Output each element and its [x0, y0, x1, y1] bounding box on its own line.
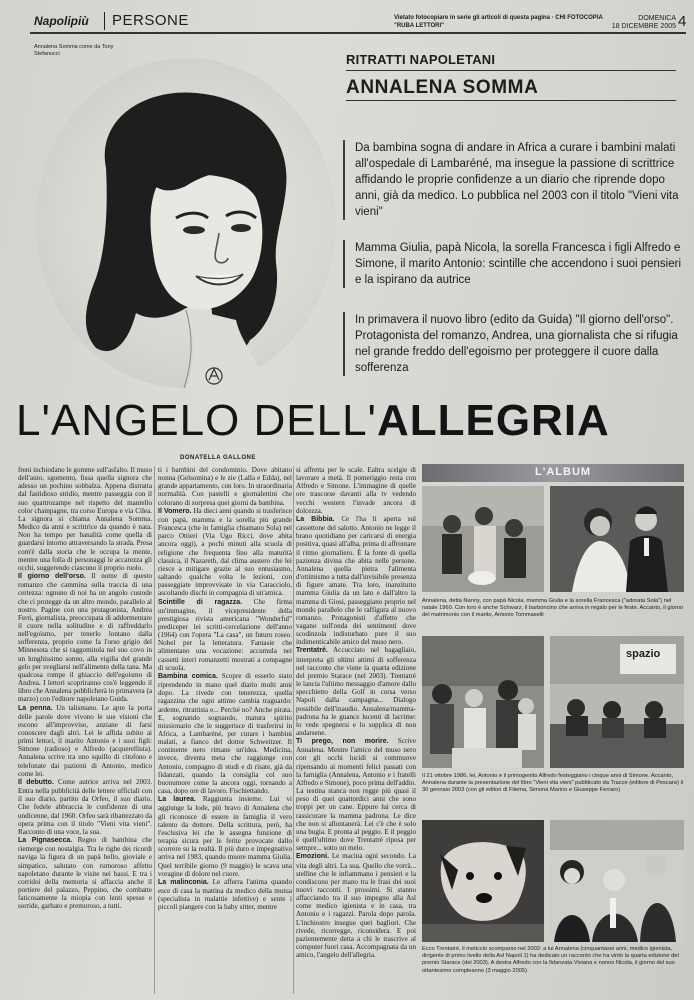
album-title: L'ALBUM — [535, 466, 592, 478]
headline-part-2: ALLEGRIA — [376, 396, 610, 445]
sign-text: spazio — [626, 648, 661, 660]
paragraph-lead: Ti prego, non morire. — [296, 738, 389, 746]
paragraph-lead: La penna. — [18, 704, 53, 712]
standfirst-1: Da bambina sogna di andare in Africa a curare i bambini malati all'ospedale di Lambaréné, ma insegue la passione di scrittrice affidando le proprie confidenze a un diario che riprende dopo anni, già da medico. Lo pubblica nel 2003 con il titolo "Vieni vita vieni" — [343, 140, 683, 220]
photo-wedding — [550, 486, 684, 592]
photo-birthday — [422, 636, 544, 768]
photo-dog-trentatre — [422, 820, 544, 942]
paragraph-lead: Scintille di ragazza. — [158, 598, 243, 606]
paragraph-lead: Bambina comica. — [158, 672, 218, 680]
photo-wedding-drawing — [550, 486, 684, 592]
paragraph — [18, 778, 152, 836]
paragraph-text: Ce l'ha li aperta sul cassettone del salotto. Antonio ne legge il brano quotidiano per caricarsi di energia positiva, quasi all'alba, prima di affrontare il ritmo giornaliero. È la fonte di quella pazienza divina che abita nelle persone. Annalena quella pietra l'alimenta d'ottimismo a tutta dall'invisibile presenza di figure amate. Tra loro, inanzitutto mamma Giulia da un lato e dall'altro la mamma di Giosi, passeggiano proprio nel mondo parallelo che le raffigura al nuovo romanzo. Protagonisti d'affetto che vagano sull'onda dei sentimenti dove scodinzola indisturbato pure il suo indimenticabile amico del muso nero. — [296, 514, 416, 647]
header-divider — [104, 12, 105, 30]
paragraph-text: freni inchiodano le gomme sull'asfalto. Il muso dell'auto, sgomento, fissa quella signora che adesso un pochino sobbalza. Appena distratta dal fastidioso stridìo, mentre passeggia con il suo quattrozampe nel rispetto del mantello color champagne, tra corso Europa e via Cilea. La signora si chiama Annalena Somma. Medico da anni e scrittrice da quando è nata. Non ha tempo per banalità come quella di guardarsi intorno attraversando la strada. Presa com'è dalla storia che le occupa la mente, mentre una folla di personaggi le accarezza gli occhi, suggerendo ciascuno il proprio ruolo. — [18, 466, 152, 572]
paragraph-text: Accucciato nel bagagliaio, interpreta gli ultimi attimi di sofferenza nel racconto che viene la quarta edizione del premio Starace (nel 2003). Trentatré le lancia l'ultimo messaggio d'amore dallo specchietto della Golf in corsa verso Napoli dalla campagna... Dialogo possibile dell'inaudio. Annalena/mamma-padrona ha le guance lucenti di lacrime: lo vede spegnersi e lo supplica di non andarsene. — [296, 646, 416, 737]
paragraph — [18, 836, 152, 910]
paragraph — [158, 507, 292, 598]
photo-family-1960 — [422, 486, 544, 592]
paragraph-text: Che firma un'immagine, il vicepresidente della prestigiosa rivista americana "Wonderful" prediceper lei scritti-cercelazione dell'anno (1964) con l'opera "La casa", un futuro roseo. Nobel per la letteratura. Fantasie che alimentano una vocazione: accumula nei cassetti interi romanzetti mostrati a compagne di scuola. — [158, 597, 292, 672]
paragraph-lead: La Pignasecca. — [18, 837, 73, 845]
page-number: 4 — [678, 13, 687, 30]
page-header — [20, 10, 686, 40]
photo-dog-drawing — [422, 820, 544, 942]
paragraph-text: Scrive Annalena. Mentre l'amico del muso nero con gli occhi lucidi si commuove ripensando ai momenti felici passati con la famiglia (Annalena, Antonio e i fratelli Alfredo e Simone), poco prima dell'addio. La testina stanca non regge più quasi il peso di quei quattordici anni che sono troppi per un cane. Eppure lui cerca di rassicurare la mamma padrona. Le dice che non si allontanerà. Lei c'è che è solo una bugia. E pronta al peggio. E il peggio è quell'ultimo dove Trentatré riposa per sempre... sotto un melo. — [296, 737, 416, 853]
photo-family-drawing — [422, 486, 544, 592]
paragraph-text: ti i bambini del condominio. Dove abitano nonna (Gelsomina) e le zie (Lalla e Edda), nel grande appartamento, con loro. In straordinaria normalità. Con pastelli e giornalettini che colorano di sorpresa quei giorni da bambina. — [158, 466, 292, 507]
article-column-1 — [18, 466, 152, 994]
paragraph-lead: Il giorno dell'orso. — [18, 573, 86, 581]
paragraph — [158, 598, 292, 672]
paragraph-lead: Il Vomero. — [158, 507, 192, 515]
paragraph-text: Come autrice arriva nel 2003. Entra nella pubblicità delle lettere ufficiali con il suo diario, partito da Orfeo, il suo diario. Che fedele abbraccia le confidenze di una undicenne, dal 1960. Orfeo sarà ribattezzato da opera prima con il titolo "Vieni vita vieni". Racconto di una voce, la sua. — [18, 777, 152, 836]
kicker: RITRATTI NAPOLETANI — [346, 52, 496, 67]
paragraph-lead: Emozioni. — [296, 853, 330, 861]
article-column-3 — [296, 466, 416, 994]
header-rule — [30, 32, 686, 34]
paragraph — [18, 704, 152, 778]
paragraph-lead: La malinconia. — [158, 878, 209, 886]
standfirst-2: Mamma Giulia, papà Nicola, la sorella Francesca i figli Alfredo e Simone, il marito Antonio: scintille che accendono i suoi pensieri e la ispirano da autrice — [343, 240, 683, 288]
paragraph-text: Il nome di questo romanzo che cammina sulla traccia di una certezza: ognuno di noi ha un angolo custode che ci protegge da un altro mondo, parallelo al nostro. Pagine con una protagonista, Andrea Ferri, giornalista, preoccupata di addormentare il cuore nella solitudine e di raffreddarlo nell'egoismo, per tenerlo lontano dalla sofferenza, proprio come fa l'orso grigio del Minnesota che si raggomitola nel suo covo in un lunghissimo sonno, alla vigilia del grande gelo per svegliarsi nell'alimento della tana. Ma qualcosa rompe il ghiaccio dell'egoismo di Andrea. I lettori scopriranno cos'è leggendo il libro che Annalena pubblicherà in primavera (a marzo) con l'editore napoletano Guida. — [18, 572, 152, 704]
article-column-2 — [158, 466, 292, 994]
byline: DONATELLA GALLONE — [180, 455, 256, 461]
paragraph-text: Le afferra l'anima quando esce di casa la mattina da medico della mutua (specialista in malattie infettive) e sente i piccoli piangere con la baby sitter, mentre — [158, 877, 292, 912]
paragraph — [296, 646, 416, 737]
issue-day: DOMENICA — [638, 15, 676, 22]
column-divider — [293, 466, 294, 994]
paragraph — [18, 466, 152, 572]
photo-presentation-drawing — [550, 636, 684, 768]
paragraph-text: Raggiunta insieme. Lui vi aggiunge la lode, più bravo di Annalena che gli riconosce di essere in famiglia il vero talento da dottore. Della scrittura, però, ha l'esclusiva lei che le assegna funzione di terapia sicura per le ferite provocate dallo scorrere su la realtà. Il più duro e impegnativo arriva nel 1983, quando muore mamma Giulia. Quel terribile giorno (9 maggio) le scava una voragine di dolore nel cuore. — [158, 795, 292, 878]
photo-80th-drawing — [550, 820, 684, 942]
paragraph-lead: La Bibbia. — [296, 515, 335, 523]
paragraph — [296, 737, 416, 852]
paragraph — [296, 515, 416, 647]
album-header — [422, 464, 684, 482]
photo-birthday-drawing — [422, 636, 544, 768]
photo-credit: Annalena Somma come da Tony Stefanucci — [34, 44, 114, 57]
album-caption-2: Il 21 ottobre 1986, lei, Antonio e il primogenito Alfredo festeggiano i cinque anni di Simone. Accanto, Annalena durante la presentazione del libro "Vieni vita vieni" pubblicato da Tracce (editore di Pescara) il 30 gennaio 2003 (con gli editori di Filema, Simona Marino e Giuseppe Ferraro) — [422, 773, 683, 794]
issue-date — [610, 15, 676, 31]
paragraph — [158, 795, 292, 878]
paragraph-text: Ha dieci anni quando si trasferisce con papà, mamma e la sorella più grande Francesca (che in famiglia chiamano Sola) nel parco Ottieri (Via Ugo Ricci, dove abita ancora oggi), a pochi minuti alla scuola di religione che frequenta fino alla maturità classica, il Nazareth, dal clima austero che lei riesce a mitigare grazie al suo entusiasmo, saltando qualche volta le lezioni, con passeggiate improvvisate in via Caracciolo, ascoltando dischi in compagnia di un'amica. — [158, 506, 292, 598]
paragraph-text: si affretta per le scale. Ealtra scelgie di lavorare a metà. Il pomeriggio resta con Alfredo e Simone. L'immagine di quelle ore trascorse davanti alla tv vedendo vecchi western l'invade ancora di dolcezza. — [296, 466, 416, 515]
paragraph — [296, 466, 416, 515]
portrait-illustration — [36, 58, 336, 388]
headline-part-1: L'ANGELO DELL' — [16, 396, 377, 445]
paragraph-text: Scopre di esserlo stato riprendendo in mano quel diario molti anni dopo. La rivede con tenerezza, quella ragazzina che ogni attimo cambia traguardo: ardente, ritrattista e... Perché no? Anche pirata. E, sognando sognando, matura spirito missionario che le suggerisce di trasferirsi in Africa, a Lambaréné, per curare i bambini malati, a fianco del dottor Schweitzer. Il continente nero rimane un'idea. Medicina, invece, diventa meta che raggiunge con Antonio, compagno di studi e di risate, già da fidanzati, quando la consiglia col suo buonumore come la ancora oggi, tornando a casa, dopo ore di lavoro. Fischiettando. — [158, 671, 292, 796]
section-title: PERSONE — [112, 12, 189, 29]
paragraph-lead: Il debutto. — [18, 778, 54, 786]
masthead-brand: Napolipiù — [34, 14, 89, 28]
standfirst-3: In primavera il nuovo libro (edito da Guida) "Il giorno dell'orso". Protagonista del romanzo, Andrea, una giornalista che si rifugia nel grande freddo dell'egoismo per proteggere il cuore dalla sofferenza — [343, 312, 683, 376]
paragraph-lead: Trentatré. — [296, 647, 328, 655]
kicker-rule — [346, 70, 676, 71]
column-divider — [154, 466, 155, 994]
photo-birthday-80 — [550, 820, 684, 942]
photo-book-presentation — [550, 636, 684, 768]
paragraph-lead: La laurea. — [158, 796, 196, 804]
paragraph-text: Un talismano. Le apre la porta delle parole dove vivono le sue visioni che escono all'improvviso, anziane di farsi conoscere dagli altri. Lei le affida subito ai primi lettori, il marito Antonio e i suoi figli: Simone (radioso) e Alfredo (acquerellista). Annalena scrive tra uno squillo di citofono e telefonate dai pazienti di Antonio, medico come lei. — [18, 703, 152, 778]
issue-date-full: 18 DICEMBRE 2005 — [611, 23, 676, 30]
portrait-drawing — [36, 58, 336, 388]
paragraph — [158, 672, 292, 795]
paragraph — [158, 466, 292, 507]
paragraph-text: Regno di bambina che riemerge con nostalgia. Tra le righe dei ricordi naviga la figura di un papà bello, gioviale e simpatico, salutato con rumoroso affetto napoletano durante le visite nei bassi. E tra i corridoi della memoria si affaccia anche il portiere del palazzo, Peppino, che combatte faticosamente la miopia con lenti spesse e sorride, garbato e premuroso, a tutti. — [18, 836, 152, 911]
main-headline — [16, 396, 686, 446]
album-caption-1: Annalena, detta Nanny, con papà Nicola, mamma Giulia e la sorella Francesca ("adorata Sola") nel natale 1960. Con loro è anche Schwarz, il barboncino che arriva in regalo per le feste. Accanto, il giorno del matrimonio con il marito, Antonio Tommaselli — [422, 598, 684, 619]
name-rule — [346, 100, 676, 101]
copy-notice: Vietato fotocopiare in serie gli articoli di questa pagina · CHI FOTOCOPIA "RUBA LETTORI" — [394, 15, 603, 29]
paragraph — [296, 852, 416, 959]
paragraph — [158, 878, 292, 912]
album-caption-3: Ecco Trentatré, il meticcio scomparso nel 2002: a lui Annalena (cinquantasei anni, medico igienista, dirigente di primo livello della Asl Napoli 1) ha dedicato un racconto che ha vinto la quarta edizione del premio Starace (del 2003). A destra Alfredo con la fidanzata Viviana e nonno Nicola, il giorno del suo ottantesimo compleanno (3 maggio 2005) — [422, 946, 679, 974]
paragraph — [18, 572, 152, 704]
paragraph-text: Le macina ogni secondo. La vita degli altri. La sua. Quello che vorrà... stelline che le infiammano i pensieri e la condiscono per mano tra le frasi dei suoi nuovi racconti. I prossimi. Si stanno affacciando tra il suo impegno alla Asl come medico igienista e in casa, tra Antonio e i ragazzi. Parola dopo parola. L'inchiostro insegue quei bagliori. Che rivede, ricorregge, riconsidera. E poi pazientemente detta a chi le trascrive al computer fuori casa. Accompagnata da un amico, l'angelo dell'allegria. — [296, 852, 416, 960]
subject-name: ANNALENA SOMMA — [346, 77, 539, 98]
